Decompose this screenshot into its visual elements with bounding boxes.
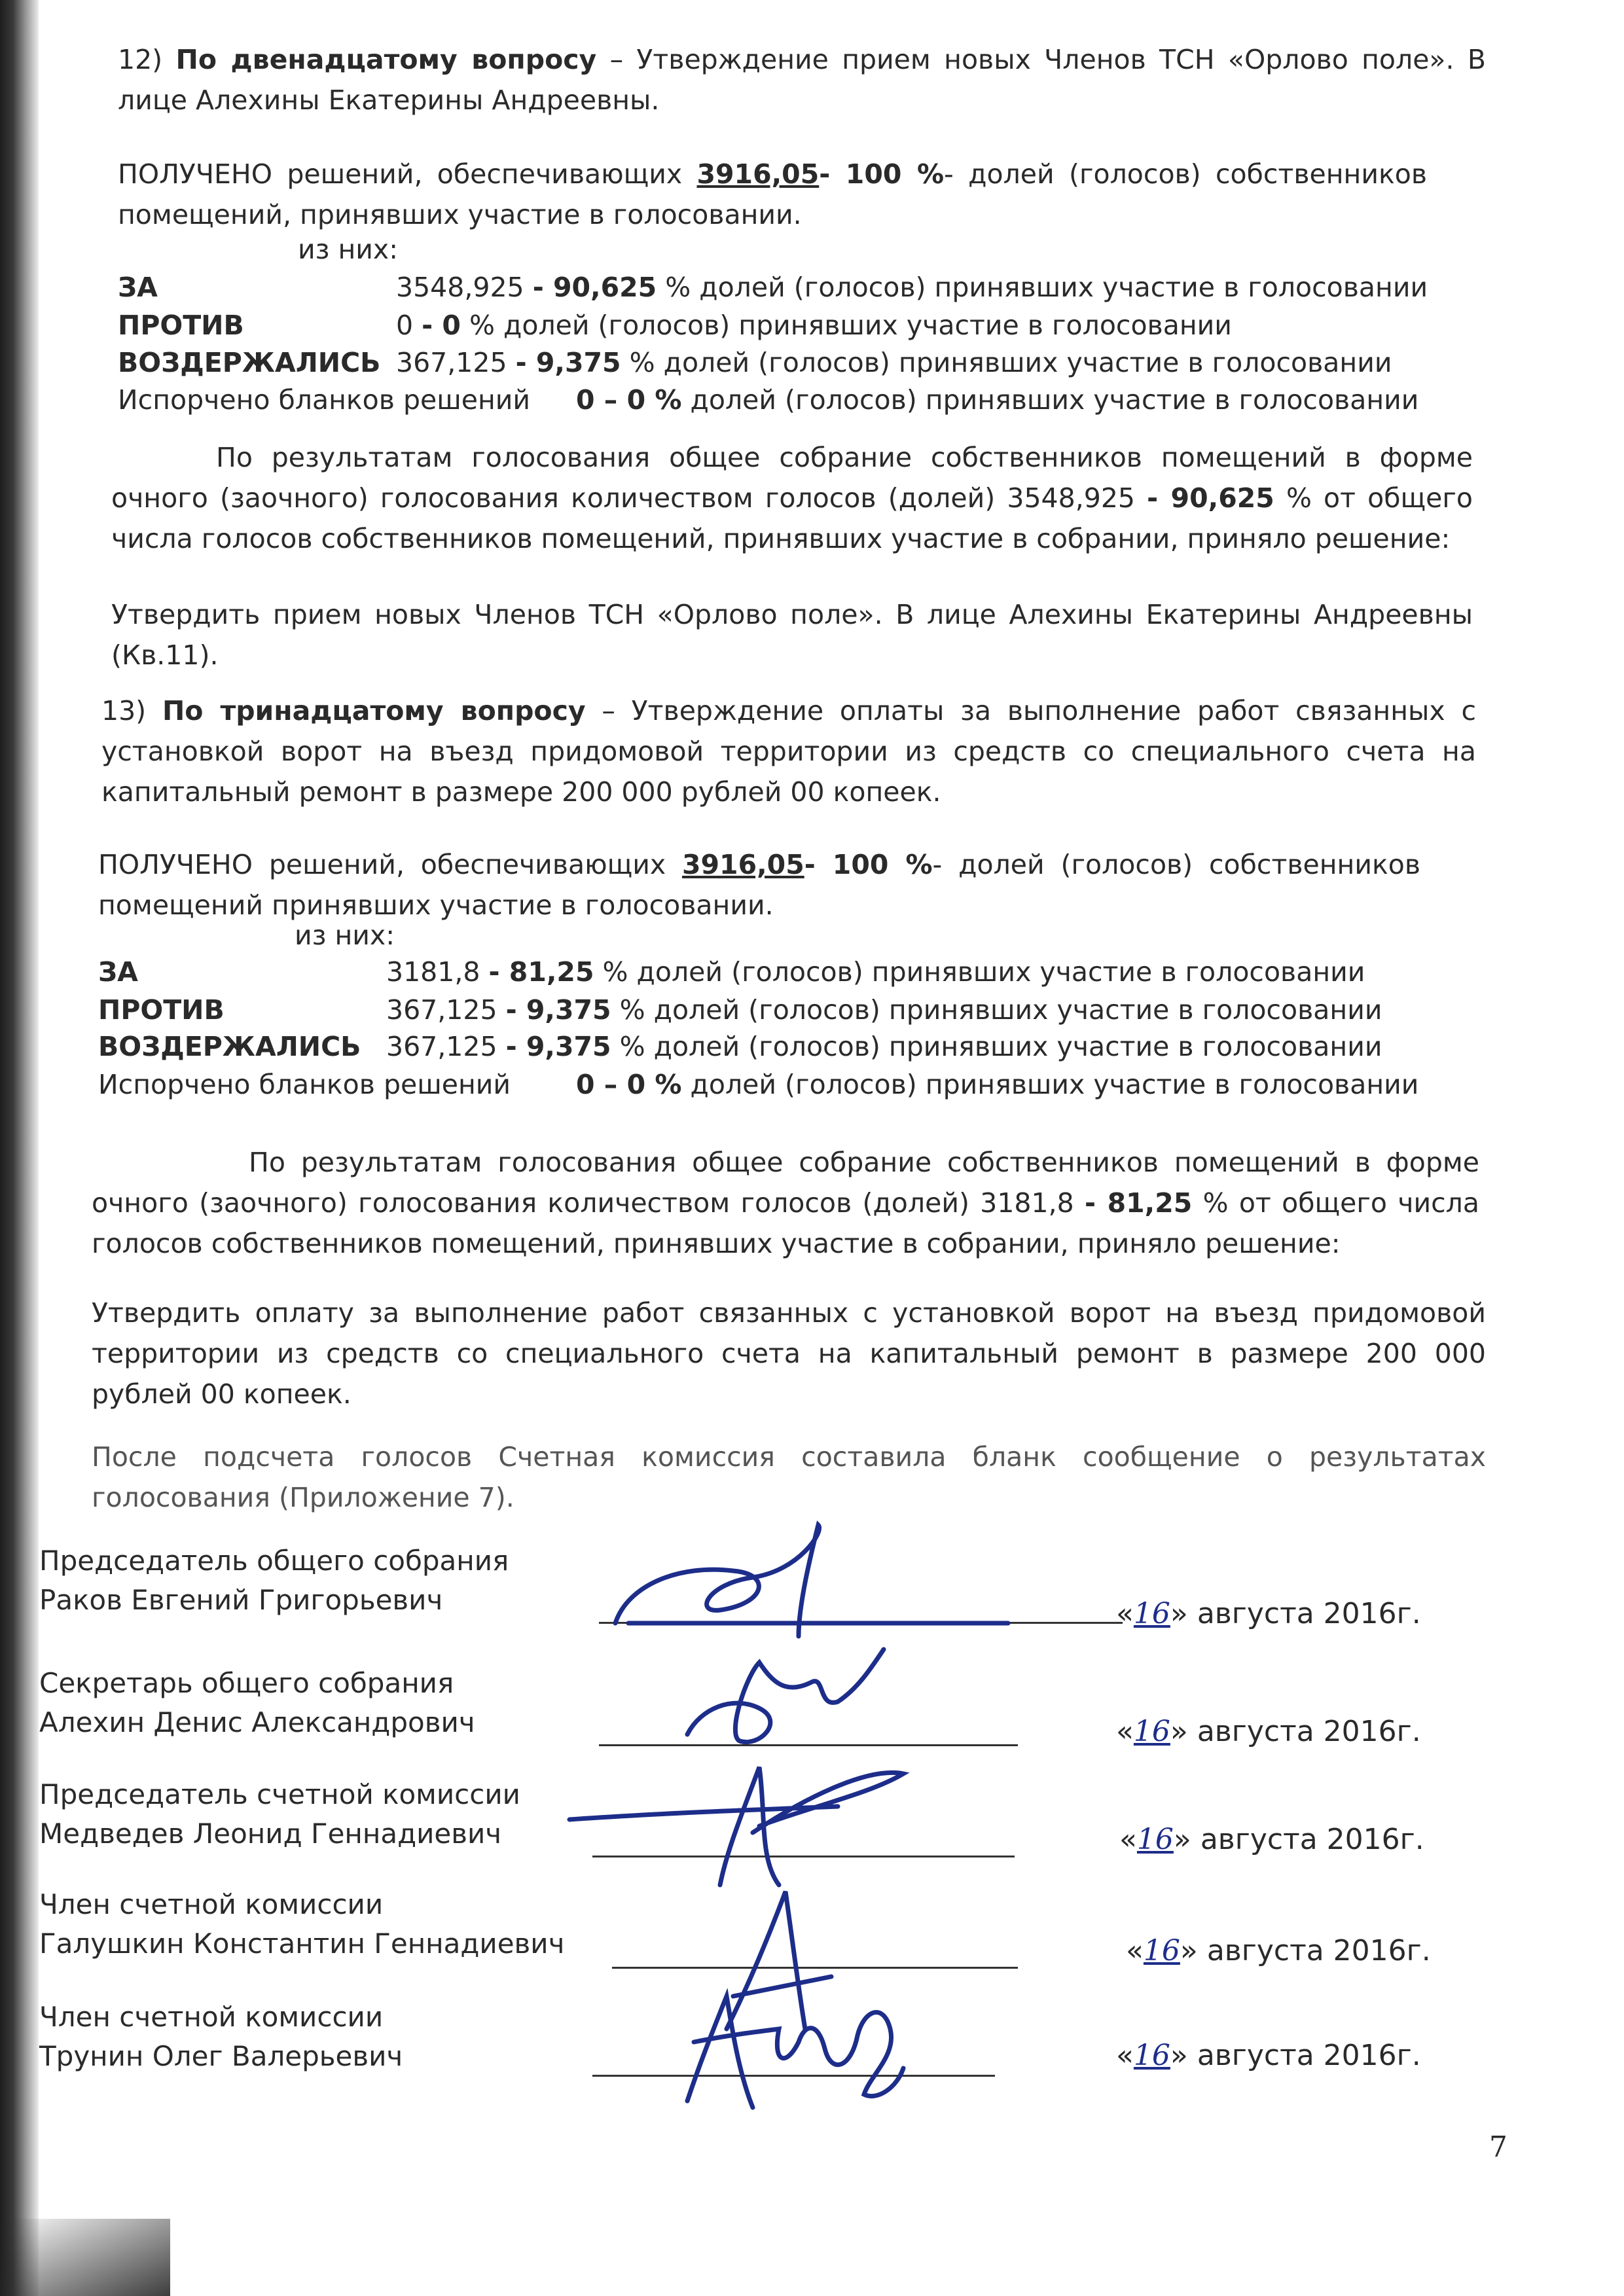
signature-date: «16» августа 2016г.	[1119, 1823, 1424, 1856]
signatory-4	[39, 1885, 564, 1964]
q12-vote-against: ПРОТИВ 0 - 0 % долей (голосов) принявших участие в голосовании	[118, 310, 1232, 341]
q12-decision: Утвердить прием новых Членов ТСН «Орлово поле». В лице Алехины Екатерины Андреевны (Кв.11).	[111, 599, 1473, 671]
signatory-name: Галушкин Константин Геннадиевич	[39, 1928, 565, 1960]
signatory-1	[39, 1541, 509, 1620]
scan-edge-shadow	[0, 0, 39, 2296]
page-number: 7	[1489, 2130, 1507, 2164]
signatory-name: Раков Евгений Григорьевич	[39, 1584, 443, 1616]
q12-result: По результатам голосования общее собрание собственников помещений в форме очного (заочного) голосования количеством голосов (долей) 3548,925 - 90,625 % от общего числа голосов собственников помещений, принявших участие в собрании, приняло решение:	[111, 442, 1473, 554]
q12-received-total: 3916,05	[696, 158, 820, 190]
q13-number: 13)	[101, 695, 147, 726]
q13-vote-abstain: ВОЗДЕРЖАЛИСЬ 367,125 - 9,375 % долей (голосов) принявших участие в голосовании	[98, 1031, 1382, 1062]
q12-heading	[118, 39, 1486, 120]
q13-decision: Утвердить оплату за выполнение работ связанных с установкой ворот на въезд придомовой территории из средств со специального счета на капитальный ремонт в размере 200 000 рублей 00 копеек.	[92, 1297, 1486, 1410]
q12-of-them: из них:	[298, 234, 399, 265]
signature-5	[674, 1970, 923, 2121]
scan-corner-shadow	[0, 2219, 170, 2296]
signature-date: «16» августа 2016г.	[1126, 1934, 1431, 1967]
signatory-2	[39, 1664, 475, 1742]
q13-spoiled: Испорчено бланков решений 0 – 0 % долей (голосов) принявших участие в голосовании	[98, 1069, 1419, 1100]
signature-2	[661, 1636, 897, 1761]
q12-spoiled: Испорчено бланков решений 0 – 0 % долей (голосов) принявших участие в голосовании	[118, 384, 1419, 416]
signatory-role: Председатель счетной комиссии	[39, 1778, 520, 1810]
signatory-name: Трунин Олег Валерьевич	[39, 2040, 403, 2072]
signatory-role: Член счетной комиссии	[39, 2001, 384, 2033]
signatory-role: Секретарь общего собрания	[39, 1667, 454, 1699]
signatory-role: Член счетной комиссии	[39, 1888, 384, 1920]
signatory-5	[39, 1998, 403, 2076]
q12-received: ПОЛУЧЕНО решений, обеспечивающих 3916,05- 100 %- долей (голосов) собственников помещений, принявших участие в голосовании.	[118, 158, 1427, 230]
q13-of-them: из них:	[295, 920, 395, 951]
q13-received-total: 3916,05	[681, 849, 804, 880]
q13-vote-for: ЗА 3181,8 - 81,25 % долей (голосов) принявших участие в голосовании	[98, 956, 1365, 988]
signature-date: «16» августа 2016г.	[1116, 1597, 1421, 1630]
signatory-role: Председатель общего собрания	[39, 1545, 509, 1577]
q12-vote-abstain: ВОЗДЕРЖАЛИСЬ 367,125 - 9,375 % долей (голосов) принявших участие в голосовании	[118, 347, 1392, 378]
q13-heading	[101, 691, 1476, 812]
q12-vote-for: ЗА 3548,925 - 90,625 % долей (голосов) принявших участие в голосовании	[118, 272, 1428, 303]
q13-vote-against: ПРОТИВ 367,125 - 9,375 % долей (голосов) принявших участие в голосовании	[98, 994, 1382, 1026]
signature-date: «16» августа 2016г.	[1116, 2039, 1421, 2072]
signatory-name: Алехин Денис Александрович	[39, 1706, 475, 1738]
q12-number: 12)	[118, 44, 163, 75]
closing-note: После подсчета голосов Счетная комиссия составила бланк сообщение о результатах голосования (Приложение 7).	[92, 1441, 1486, 1513]
signature-date: «16» августа 2016г.	[1116, 1715, 1421, 1748]
q12-title: По двенадцатому вопросу	[175, 44, 597, 75]
signatory-3	[39, 1775, 520, 1854]
q13-text: – Утверждение оплаты за выполнение работ связанных с установкой ворот на въезд придомовой территории из средств со специального счета на капитальный ремонт в размере 200 000 рублей 00 копеек.	[101, 695, 1476, 808]
signature-1	[602, 1525, 969, 1643]
q12-text: – Утверждение прием новых Членов ТСН «Орлово поле». В лице Алехины Екатерины Андреевны.	[118, 44, 1486, 116]
q13-title: По тринадцатому вопросу	[162, 695, 586, 726]
q13-received: ПОЛУЧЕНО решений, обеспечивающих 3916,05- 100 %- долей (голосов) собственников помещений принявших участие в голосовании.	[98, 849, 1420, 921]
q13-result: По результатам голосования общее собрание собственников помещений в форме очного (заочного) голосования количеством голосов (долей) 3181,8 - 81,25 % от общего числа голосов собственников помещений, принявших участие в собрании, приняло решение:	[92, 1147, 1479, 1259]
signatory-name: Медведев Леонид Геннадиевич	[39, 1818, 502, 1850]
